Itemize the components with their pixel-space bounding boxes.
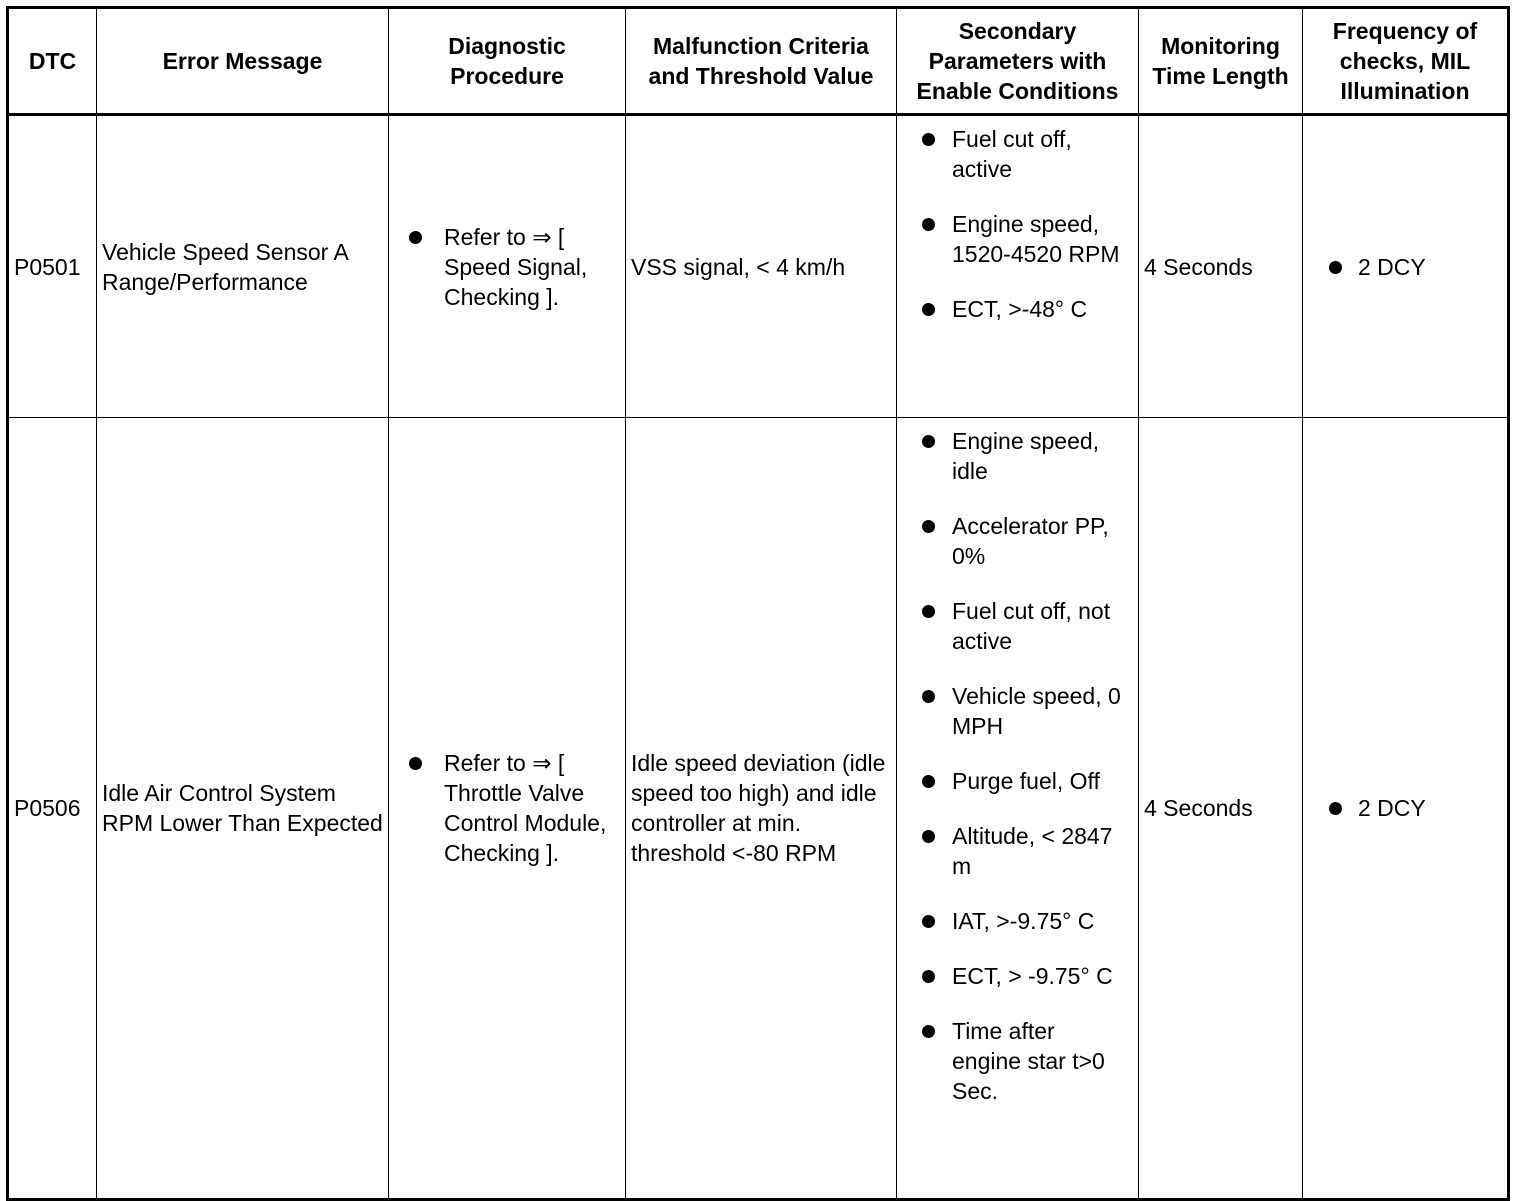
malfunction-criteria: VSS signal, < 4 km/h [626,115,897,418]
secondary-parameters [897,418,1139,1200]
list-item [902,1016,1133,1106]
header-monitoring-time: Monitoring Time Length [1139,8,1303,115]
table-row [8,418,1509,1200]
dtc-code: P0501 [8,115,97,418]
header-frequency: Frequency of checks, MIL Illumination [1303,8,1509,115]
bullet-icon [922,435,935,448]
bullet-icon [1329,802,1342,815]
bullet-icon [409,757,422,770]
bullet-icon [922,775,935,788]
list-item [902,766,1133,796]
secondary-parameters [897,115,1139,418]
parameter-text: Purge fuel, Off [952,768,1100,794]
bullet-icon [922,303,935,316]
list-item [902,209,1133,269]
bullet-icon [922,520,935,533]
monitoring-time: 4 Seconds [1139,115,1303,418]
list-item [902,906,1133,936]
diagnostic-procedure [389,115,626,418]
header-error-message: Error Message [97,8,389,115]
table-row [8,115,1509,418]
error-message: Vehicle Speed Sensor A Range/Performance [97,115,389,418]
parameter-text: Fuel cut off, not active [952,598,1111,654]
list-item [902,294,1133,324]
parameter-text: ECT, > -9.75° C [952,963,1113,989]
parameter-text: Time after engine star t>0 Sec. [952,1018,1105,1104]
frequency [1303,115,1509,418]
bullet-icon [922,605,935,618]
parameter-text: Engine speed, idle [952,428,1100,484]
parameter-text: Fuel cut off, active [952,126,1072,182]
dtc-code: P0506 [8,418,97,1200]
bullet-icon [922,970,935,983]
bullet-icon [922,830,935,843]
list-item [902,426,1133,486]
table-header [8,8,1509,115]
list-item [1308,252,1502,282]
parameter-text: Engine speed, 1520-4520 RPM [952,211,1120,267]
dtc-table [6,6,1510,1201]
parameter-text: Altitude, < 2847 m [952,823,1113,879]
header-malfunction-criteria: Malfunction Criteria and Threshold Value [626,8,897,115]
list-item [902,511,1133,571]
header-row [8,8,1509,115]
procedure-link[interactable]: Refer to ⇒ [ Speed Signal, Checking ]. [444,223,588,310]
bullet-icon [922,690,935,703]
bullet-icon [922,133,935,146]
parameter-text: Vehicle speed, 0 MPH [952,683,1121,739]
parameter-text: Accelerator PP, 0% [952,513,1109,569]
list-item [394,748,620,868]
error-message: Idle Air Control System RPM Lower Than Expected [97,418,389,1200]
bullet-icon [409,231,422,244]
bullet-icon [922,218,935,231]
frequency-text: 2 DCY [1358,795,1426,821]
parameter-text: ECT, >-48° C [952,296,1088,322]
list-item [902,681,1133,741]
procedure-link[interactable]: Refer to ⇒ [ Throttle Valve Control Module, Checking ]. [444,750,607,866]
list-item [394,222,620,312]
bullet-icon [1329,261,1342,274]
bullet-icon [922,1025,935,1038]
header-dtc: DTC [8,8,97,115]
malfunction-criteria: Idle speed deviation (idle speed too high) and idle controller at min. threshold <-80 RPM [626,418,897,1200]
header-diagnostic-procedure: Diagnostic Procedure [389,8,626,115]
list-item [1308,793,1502,823]
list-item [902,596,1133,656]
list-item [902,124,1133,184]
parameter-text: IAT, >-9.75° C [952,908,1095,934]
header-secondary-parameters: Secondary Parameters with Enable Conditions [897,8,1139,115]
list-item [902,961,1133,991]
monitoring-time: 4 Seconds [1139,418,1303,1200]
frequency-text: 2 DCY [1358,253,1426,280]
list-item [902,821,1133,881]
diagnostic-procedure [389,418,626,1200]
bullet-icon [922,915,935,928]
frequency [1303,418,1509,1200]
